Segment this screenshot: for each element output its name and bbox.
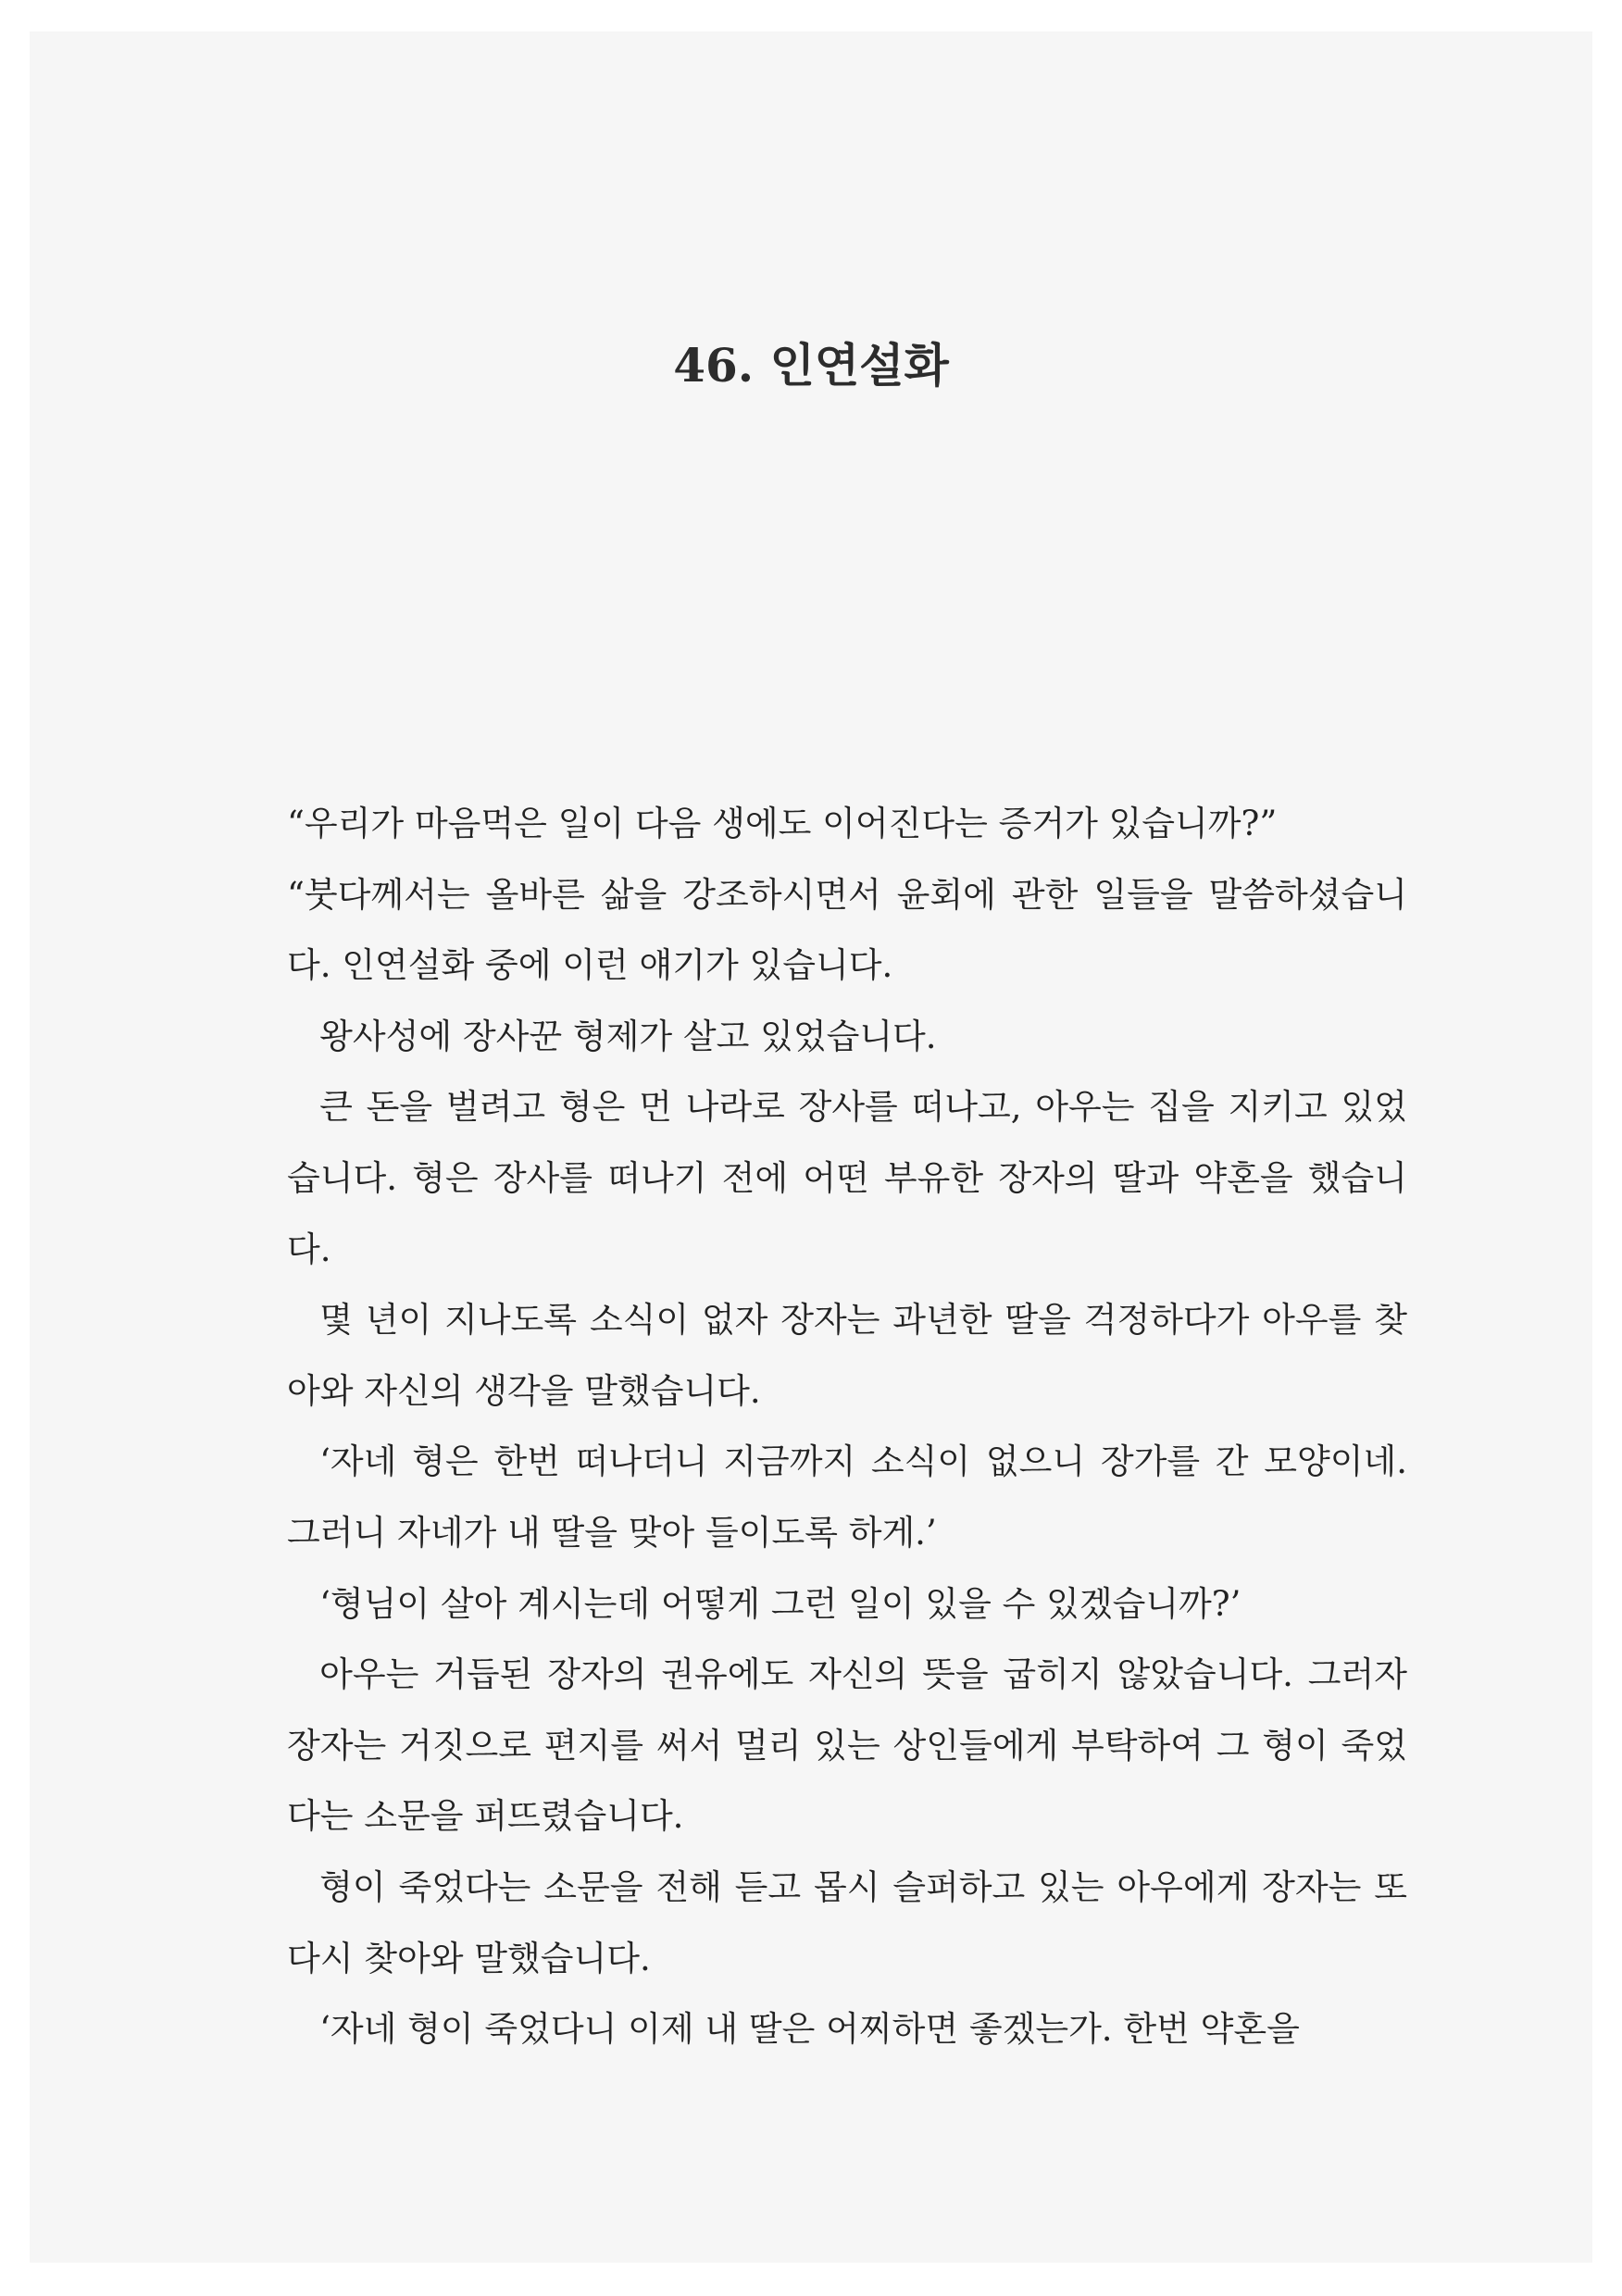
paragraph: 왕사성에 장사꾼 형제가 살고 있었습니다. xyxy=(319,1016,937,1056)
paragraph: 큰 돈을 벌려고 형은 먼 나라로 장사를 떠나고, 아우는 집을 지키고 있었습니다. 형은 장사를 떠나기 전에 어떤 부유한 장자의 딸과 약혼을 했습니다. xyxy=(287,1087,1407,1269)
paragraph: “붓다께서는 올바른 삶을 강조하시면서 윤회에 관한 일들을 말씀하셨습니다. 인연설화 중에 이런 얘기가 있습니다. xyxy=(287,874,1407,986)
body-text xyxy=(287,789,1407,2065)
paragraph: 아우는 거듭된 장자의 권유에도 자신의 뜻을 굽히지 않았습니다. 그러자 장자는 거짓으로 편지를 써서 멀리 있는 상인들에게 부탁하여 그 형이 죽었다는 소문을 퍼뜨렸습니다. xyxy=(287,1654,1407,1837)
document-page xyxy=(30,31,1592,2263)
paragraph: “우리가 마음먹은 일이 다음 생에도 이어진다는 증거가 있습니까?” xyxy=(287,804,1278,843)
paragraph: ‘자네 형은 한번 떠나더니 지금까지 소식이 없으니 장가를 간 모양이네. 그러니 자네가 내 딸을 맞아 들이도록 하게.’ xyxy=(287,1441,1407,1553)
paragraph: ‘자네 형이 죽었다니 이제 내 딸은 어찌하면 좋겠는가. 한번 약혼을 xyxy=(319,2009,1300,2050)
paragraph: ‘형님이 살아 계시는데 어떻게 그런 일이 있을 수 있겠습니까?’ xyxy=(319,1583,1241,1624)
page-title: 46. 인연설화 xyxy=(673,338,949,393)
paragraph: 형이 죽었다는 소문을 전해 듣고 몹시 슬퍼하고 있는 아우에게 장자는 또다시 찾아와 말했습니다. xyxy=(287,1866,1407,1978)
paragraph: 몇 년이 지나도록 소식이 없자 장자는 과년한 딸을 걱정하다가 아우를 찾아와 자신의 생각을 말했습니다. xyxy=(287,1300,1407,1411)
